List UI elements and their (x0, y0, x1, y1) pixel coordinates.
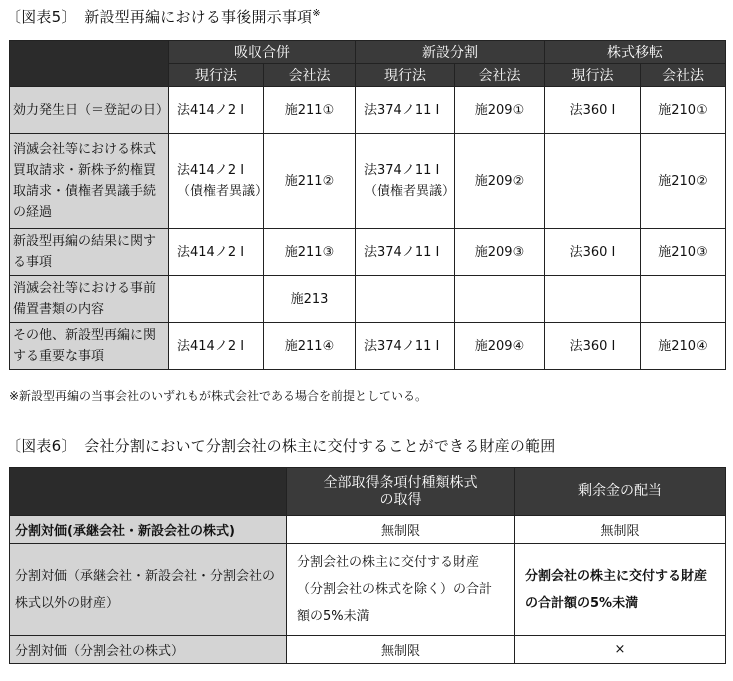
table-cell: 施210④ (641, 323, 726, 370)
column-header: 全部取得条項付種類株式の取得 (287, 468, 515, 516)
table-cell: 施209③ (455, 229, 545, 276)
table-cell: 施213 (264, 276, 356, 323)
sub-header: 会社法 (455, 64, 545, 87)
header-row (10, 468, 726, 516)
table-cell: 法414ノ2 Ⅰ (169, 87, 264, 134)
table-cell: 分割会社の株主に交付する財産の合計額の5%未満 (515, 544, 726, 636)
table-cell: 施211② (264, 134, 356, 229)
row-label: 新設型再編の結果に関する事項 (10, 229, 169, 276)
table-cell: 法414ノ2 Ⅰ（債権者異議） (169, 134, 264, 229)
table-cell: 法374ノ11 Ⅰ（債権者異議） (356, 134, 455, 229)
table-cell (455, 276, 545, 323)
row-label: 分割対価(承継会社・新設会社の株式) (10, 516, 287, 544)
row-label: その他、新設型再編に関する重要な事項 (10, 323, 169, 370)
table-cell: 分割会社の株主に交付する財産（分割会社の株式を除く）の合計額の5%未満 (287, 544, 515, 636)
sub-header: 会社法 (264, 64, 356, 87)
table-cell: 法360 Ⅰ (545, 229, 641, 276)
row-label: 効力発生日（＝登記の日） (10, 87, 169, 134)
table-row (10, 134, 726, 229)
table-cell (641, 276, 726, 323)
figure6-table (9, 467, 726, 664)
table-cell (545, 276, 641, 323)
group-header: 新設分割 (356, 41, 545, 64)
sub-header: 現行法 (545, 64, 641, 87)
table-cell: × (515, 636, 726, 664)
header-row-groups (10, 41, 726, 64)
table-cell: 施210② (641, 134, 726, 229)
table-cell: 法374ノ11 Ⅰ (356, 229, 455, 276)
table-cell: 施209② (455, 134, 545, 229)
row-label: 分割対価（分割会社の株式） (10, 636, 287, 664)
sub-header: 現行法 (356, 64, 455, 87)
table-cell: 施211④ (264, 323, 356, 370)
header-corner (10, 41, 169, 87)
table-cell: 無制限 (287, 636, 515, 664)
table-cell: 法374ノ11 Ⅰ (356, 87, 455, 134)
table-cell: 無制限 (515, 516, 726, 544)
table-row (10, 87, 726, 134)
table-cell: 法360 Ⅰ (545, 87, 641, 134)
table-cell: 施210① (641, 87, 726, 134)
table-cell: 法360 Ⅰ (545, 323, 641, 370)
table-cell: 無制限 (287, 516, 515, 544)
figure6-caption: 〔図表6〕 会社分割において分割会社の株主に交付することができる財産の範囲 (6, 437, 556, 455)
table-cell (545, 134, 641, 229)
table-row (10, 636, 726, 664)
table-row (10, 544, 726, 636)
sub-header: 現行法 (169, 64, 264, 87)
figure5-caption-text: 〔図表5〕 新設型再編における事後開示事項 (6, 8, 313, 26)
table-cell: 施211③ (264, 229, 356, 276)
table-cell: 施209① (455, 87, 545, 134)
group-header: 吸収合併 (169, 41, 356, 64)
group-header: 株式移転 (545, 41, 726, 64)
figure5-caption (6, 6, 321, 27)
table-cell: 施211① (264, 87, 356, 134)
figure5-table (9, 40, 726, 370)
table-cell: 法414ノ2 Ⅰ (169, 323, 264, 370)
table-row (10, 229, 726, 276)
table-cell (356, 276, 455, 323)
row-label: 消滅会社等における事前備置書類の内容 (10, 276, 169, 323)
table-cell: 法414ノ2 Ⅰ (169, 229, 264, 276)
figure5-footnote: ※新設型再編の当事会社のいずれもが株式会社である場合を前提としている。 (9, 389, 428, 403)
figure5-caption-note-mark: ※ (312, 8, 321, 19)
sub-header: 会社法 (641, 64, 726, 87)
table-row (10, 516, 726, 544)
table-row (10, 276, 726, 323)
table-cell: 法374ノ11 Ⅰ (356, 323, 455, 370)
table-cell: 施209④ (455, 323, 545, 370)
table-cell (169, 276, 264, 323)
row-label: 分割対価（承継会社・新設会社・分割会社の株式以外の財産） (10, 544, 287, 636)
header-corner (10, 468, 287, 516)
row-label: 消滅会社等における株式買取請求・新株予約権買取請求・債権者異議手続の経過 (10, 134, 169, 229)
table-row (10, 323, 726, 370)
column-header: 剰余金の配当 (515, 468, 726, 516)
table-cell: 施210③ (641, 229, 726, 276)
